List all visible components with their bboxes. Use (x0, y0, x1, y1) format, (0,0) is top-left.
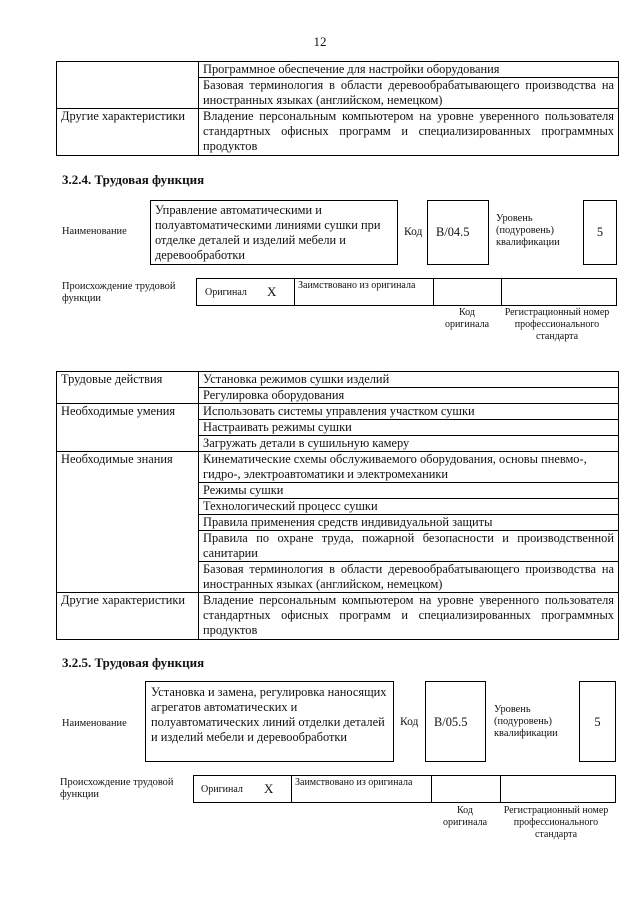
table-row (57, 593, 619, 640)
reg-number-label: Регистрационный номер профессионального стандарта (504, 307, 610, 342)
function-name: Установка и замена, регулировка наносящих агрегатов автоматических и полуавтоматических линий отделки деталей и изделий мебели и деревообработки (151, 685, 387, 744)
code-label: Код (404, 226, 423, 238)
list-item: Режимы сушки (199, 483, 619, 499)
function-details-table (56, 371, 619, 640)
divider (500, 776, 501, 802)
section-heading: 3.2.4. Трудовая функция (62, 172, 205, 187)
table-row (57, 372, 619, 388)
list-item: Технологический процесс сушки (199, 499, 619, 515)
code-box (427, 200, 489, 265)
list-item: Настраивать режимы сушки (199, 420, 619, 436)
top-characteristics-table (56, 61, 619, 156)
origin-row (193, 775, 616, 803)
table-row (57, 109, 619, 156)
reg-number-label: Регистрационный номер профессионального стандарта (503, 805, 609, 840)
level-value: 5 (596, 225, 604, 239)
list-item: Владение персональным компьютером на уровне уверенного пользователя стандартных офисных программ и специализированных программных продуктов (199, 109, 619, 156)
code-value: В/04.5 (436, 225, 470, 239)
page-number: 12 (313, 34, 327, 49)
list-item: Кинематические схемы обслуживаемого оборудования, основы пневмо-, гидро-, электроавтоматики и электромеханики (199, 452, 619, 483)
divider (431, 776, 432, 802)
function-name: Управление автоматическими и полуавтоматическими линиями сушки при отделке деталей и изделий мебели и деревообработки (155, 203, 381, 262)
section-heading: 3.2.5. Трудовая функция (62, 655, 205, 670)
function-name-box (145, 681, 394, 762)
borrowed-label: Заимствовано из оригинала (298, 280, 416, 291)
divider (294, 279, 295, 305)
row-label: Трудовые действия (57, 372, 199, 404)
origin-label: Происхождение трудовой функции (60, 777, 174, 800)
list-item: Владение персональным компьютером на уровне уверенного пользователя стандартных офисных программ и специализированных программных продуктов (199, 593, 619, 640)
level-label: Уровень (подуровень) квалификации (496, 213, 560, 248)
original-mark: X (264, 781, 274, 796)
row-label: Необходимые знания (57, 452, 199, 593)
code-original-label: Код оригинала (444, 307, 490, 330)
code-box (425, 681, 486, 762)
table-row (57, 452, 619, 483)
borrowed-label: Заимствовано из оригинала (295, 777, 413, 788)
list-item: Правила применения средств индивидуальной защиты (199, 515, 619, 531)
list-item: Регулировка оборудования (199, 388, 619, 404)
list-item: Загружать детали в сушильную камеру (199, 436, 619, 452)
level-label: Уровень (подуровень) квалификации (494, 704, 558, 739)
origin-label: Происхождение трудовой функции (62, 281, 176, 304)
level-box (583, 200, 617, 265)
name-label: Наименование (62, 226, 127, 237)
list-item: Использовать системы управления участком сушки (199, 404, 619, 420)
original-mark: X (267, 284, 277, 299)
list-item: Базовая терминология в области деревообрабатывающего производства на иностранных языках (английском, немецком) (199, 78, 619, 109)
origin-row (196, 278, 617, 306)
divider (501, 279, 502, 305)
row-label (57, 62, 199, 109)
original-label: Оригинал (205, 287, 247, 298)
name-label: Наименование (62, 718, 127, 729)
table-row (57, 404, 619, 420)
function-name-box (150, 200, 398, 265)
table-row (57, 62, 619, 78)
row-label: Другие характеристики (57, 593, 199, 640)
list-item: Программное обеспечение для настройки оборудования (199, 62, 619, 78)
list-item: Правила по охране труда, пожарной безопасности и производственной санитарии (199, 531, 619, 562)
code-original-label: Код оригинала (442, 805, 488, 828)
level-value: 5 (594, 715, 601, 729)
divider (433, 279, 434, 305)
divider (291, 776, 292, 802)
level-box (579, 681, 616, 762)
code-value: В/05.5 (434, 715, 468, 729)
list-item: Установка режимов сушки изделий (199, 372, 619, 388)
list-item: Базовая терминология в области деревообрабатывающего производства на иностранных языках (английском, немецком) (199, 562, 619, 593)
original-label: Оригинал (201, 784, 243, 795)
row-label: Необходимые умения (57, 404, 199, 452)
code-label: Код (400, 716, 419, 728)
row-label: Другие характеристики (57, 109, 199, 156)
